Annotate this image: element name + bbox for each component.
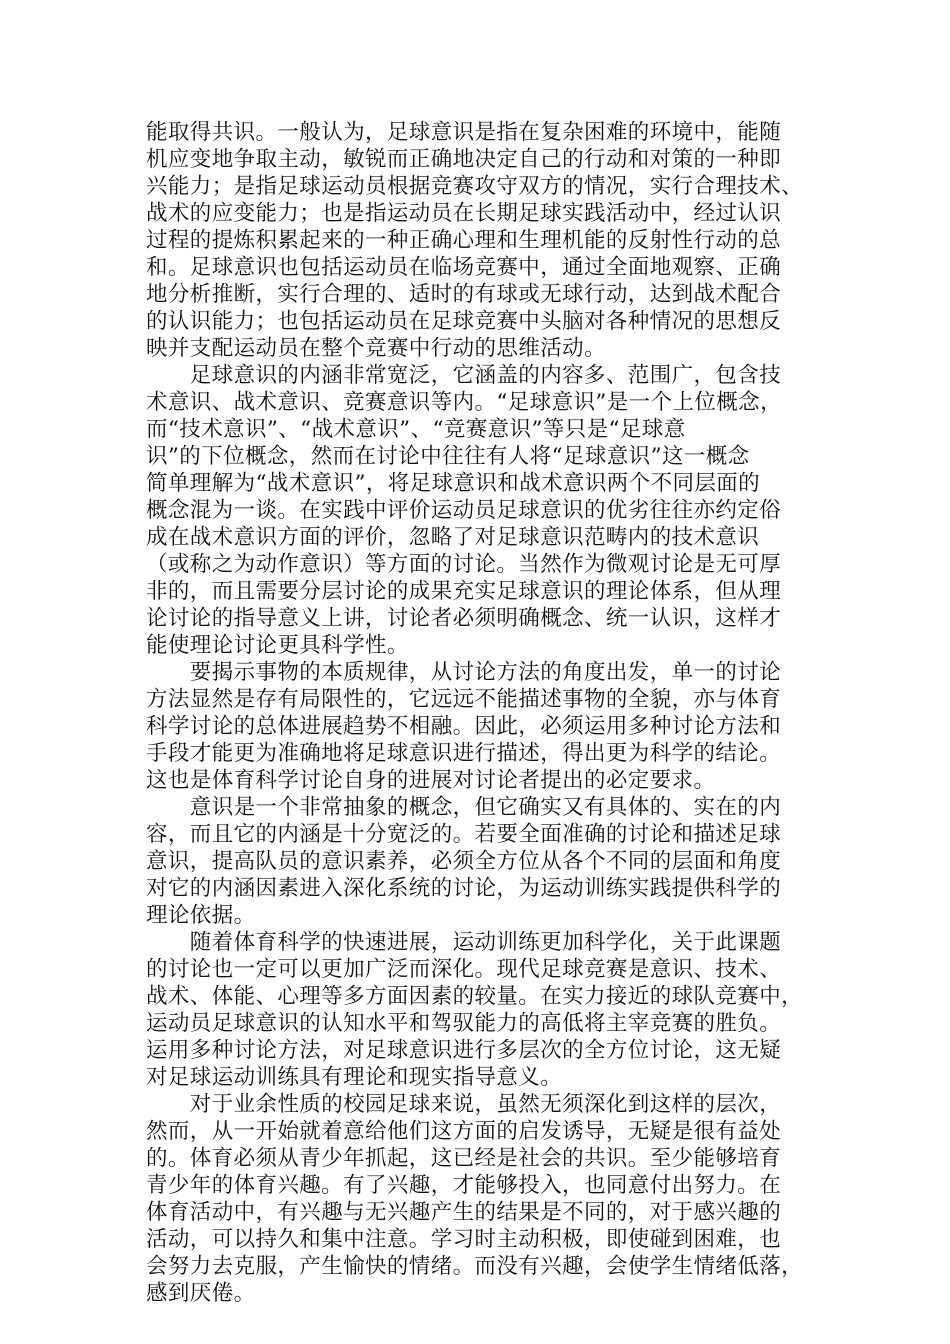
text-line: 意识，提高队员的意识素养，必须全方位从各个不同的层面和角度 bbox=[146, 849, 782, 874]
text-line: 手段才能更为准确地将足球意识进行描述，得出更为科学的结论。 bbox=[146, 741, 782, 766]
text-line: 对于业余性质的校园足球来说，虽然无须深化到这样的层次， bbox=[146, 1092, 782, 1117]
text-line: 概念混为一谈。在实践中评价运动员足球意识的优劣往往亦约定俗 bbox=[146, 498, 782, 523]
body-text bbox=[146, 119, 806, 1307]
text-line: 战术的应变能力；也是指运动员在长期足球实践活动中，经过认识 bbox=[146, 201, 782, 226]
text-line: 感到厌倦。 bbox=[146, 1281, 256, 1306]
text-line: 兴能力；是指足球运动员根据竞赛攻守双方的情况，实行合理技术、 bbox=[146, 174, 804, 199]
text-line: 这也是体育科学讨论自身的进展对讨论者提出的必定要求。 bbox=[146, 768, 716, 793]
text-line: 术意识、战术意识、竞赛意识等内。“足球意识”是一个上位概念， bbox=[146, 390, 782, 415]
text-line: 意识是一个非常抽象的概念，但它确实又有具体的、实在的内 bbox=[146, 795, 782, 820]
text-line: 对足球运动训练具有理论和现实指导意义。 bbox=[146, 1065, 563, 1090]
text-line: 对它的内涵因素进入深化系统的讨论，为运动训练实践提供科学的 bbox=[146, 876, 782, 901]
text-line: 的。体育必须从青少年抓起，这已经是社会的共识。至少能够培育 bbox=[146, 1146, 782, 1171]
text-line: 的认识能力；也包括运动员在足球竞赛中头脑对各种情况的思想反 bbox=[146, 309, 782, 334]
text-line: 体育活动中，有兴趣与无兴趣产生的结果是不同的，对于感兴趣的 bbox=[146, 1200, 782, 1225]
text-line: 而“技术意识”、“战术意识”、“竞赛意识”等只是“足球意 bbox=[146, 417, 686, 442]
text-line: 简单理解为“战术意识”，将足球意识和战术意识两个不同层面的 bbox=[146, 471, 761, 496]
text-line: 成在战术意识方面的评价，忽略了对足球意识范畴内的技术意识 bbox=[146, 525, 760, 550]
text-line: 和。足球意识也包括运动员在临场竞赛中，通过全面地观察、正确 bbox=[146, 255, 782, 280]
text-line: 运动员足球意识的认知水平和驾驭能力的高低将主宰竞赛的胜负。 bbox=[146, 1011, 782, 1036]
text-line: 非的，而且需要分层讨论的成果充实足球意识的理论体系，但从理 bbox=[146, 579, 782, 604]
text-line: 地分析推断，实行合理的、适时的有球或无球行动，达到战术配合 bbox=[146, 282, 782, 307]
text-line: 活动，可以持久和集中注意。学习时主动积极，即使碰到困难，也 bbox=[146, 1227, 782, 1252]
text-line: 过程的提炼积累起来的一种正确心理和生理机能的反射性行动的总 bbox=[146, 228, 782, 253]
text-line: 容，而且它的内涵是十分宽泛的。若要全面准确的讨论和描述足球 bbox=[146, 822, 782, 847]
text-line: 方法显然是存有局限性的，它远远不能描述事物的全貌，亦与体育 bbox=[146, 687, 782, 712]
text-line: 青少年的体育兴趣。有了兴趣，才能够投入，也同意付出努力。在 bbox=[146, 1173, 782, 1198]
text-line: 运用多种讨论方法，对足球意识进行多层次的全方位讨论，这无疑 bbox=[146, 1038, 782, 1063]
text-line: 的讨论也一定可以更加广泛而深化。现代足球竞赛是意识、技术、 bbox=[146, 957, 782, 982]
text-line: 识”的下位概念，然而在讨论中往往有人将“足球意识”这一概念 bbox=[146, 444, 750, 469]
text-line: 科学讨论的总体进展趋势不相融。因此，必须运用多种讨论方法和 bbox=[146, 714, 782, 739]
text-line: （或称之为动作意识）等方面的讨论。当然作为微观讨论是无可厚 bbox=[146, 552, 782, 577]
text-line: 能使理论讨论更具科学性。 bbox=[146, 633, 409, 658]
text-line: 随着体育科学的快速进展，运动训练更加科学化，关于此课题 bbox=[146, 930, 782, 955]
text-line: 战术、体能、心理等多方面因素的较量。在实力接近的球队竞赛中， bbox=[146, 984, 804, 1009]
text-line: 映并支配运动员在整个竞赛中行动的思维活动。 bbox=[146, 336, 606, 361]
text-line: 会努力去克服，产生愉快的情绪。而没有兴趣，会使学生情绪低落， bbox=[146, 1254, 804, 1279]
text-line: 理论依据。 bbox=[146, 903, 256, 928]
text-line: 然而，从一开始就着意给他们这方面的启发诱导，无疑是很有益处 bbox=[146, 1119, 782, 1144]
text-line: 论讨论的指导意义上讲，讨论者必须明确概念、统一认识，这样才 bbox=[146, 606, 782, 631]
text-line: 机应变地争取主动，敏锐而正确地决定自己的行动和对策的一种即 bbox=[146, 147, 782, 172]
text-line: 足球意识的内涵非常宽泛，它涵盖的内容多、范围广，包含技 bbox=[146, 363, 782, 388]
text-line: 能取得共识。一般认为，足球意识是指在复杂困难的环境中，能随 bbox=[146, 120, 782, 145]
text-line: 要揭示事物的本质规律，从讨论方法的角度出发，单一的讨论 bbox=[146, 660, 782, 685]
